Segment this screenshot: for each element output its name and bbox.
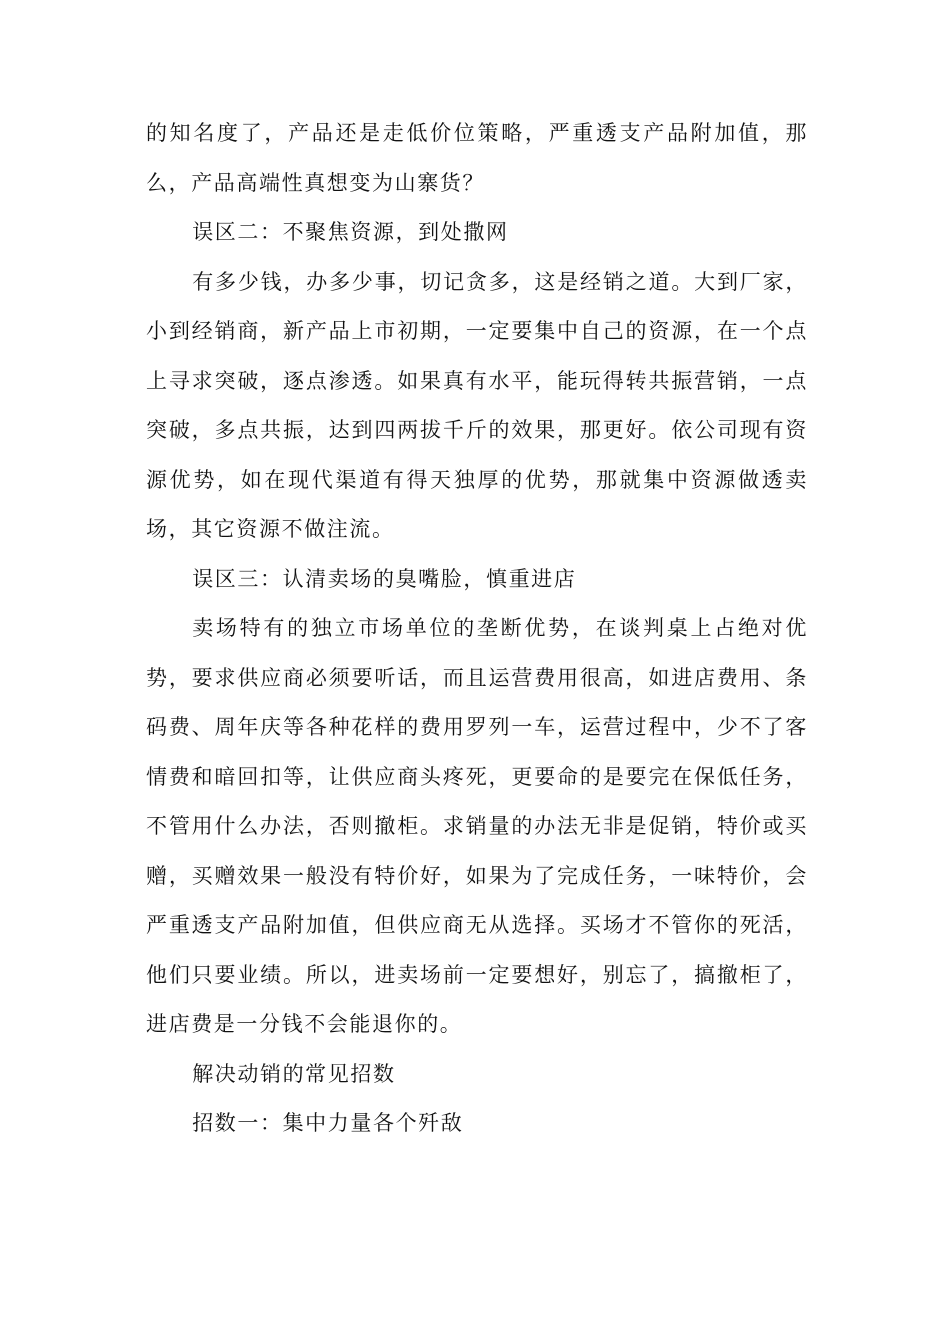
- paragraph-continuation: 的知名度了，产品还是走低价位策略，严重透支产品附加值，那么，产品高端性真想变为山寨货？: [146, 121, 808, 195]
- section-heading-misconception-2: 误区二：不聚焦资源，到处撒网: [192, 220, 509, 244]
- section-heading-solutions: 解决动销的常见招数: [192, 1061, 396, 1086]
- paragraph-supermarket: 卖场特有的独立市场单位的垄断优势，在谈判桌上占绝对优势，要求供应商必须要听话，而且运营费用很高，如进店费用、条码费、周年庆等各种花样的费用罗列一车，运营过程中，少不了客情费和暗回扣等，让供应商头疼死，更要命的是要完在保低任务，不管用什么办法，否则撤柜。求销量的办法无非是促销，特价或买赠，买赠效果一般没有特价好，如果为了完成任务，一味特价，会严重透支产品附加值，但供应商无从选择。买场才不管你的死活，他们只要业绩。所以，进卖场前一定要想好，别忘了，搞撤柜了，进店费是一分钱不会能退你的。: [146, 616, 808, 1036]
- document-body: [146, 109, 808, 1149]
- section-heading-tactic-1: 招数一：集中力量各个歼敌: [192, 1111, 464, 1135]
- paragraph-focus-resources: 有多少钱，办多少事，切记贪多，这是经销之道。大到厂家，小到经销商，新产品上市初期，一定要集中自己的资源，在一个点上寻求突破，逐点渗透。如果真有水平，能玩得转共振营销，一点突破，多点共振，达到四两拔千斤的效果，那更好。依公司现有资源优势，如在现代渠道有得天独厚的优势，那就集中资源做透卖场，其它资源不做注流。: [146, 269, 808, 541]
- section-heading-misconception-3: 误区三：认清卖场的臭嘴脸，慎重进店: [192, 566, 577, 591]
